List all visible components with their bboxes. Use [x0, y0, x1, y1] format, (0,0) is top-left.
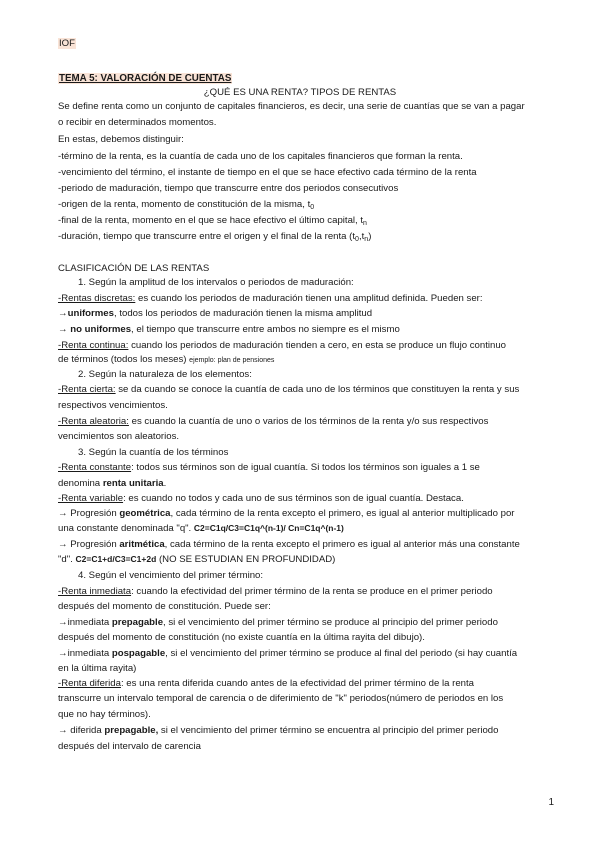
section-heading: CLASIFICACIÓN DE LAS RENTAS — [58, 263, 210, 274]
paragraph-line: después del momento de constitución. Puede ser: — [58, 601, 271, 612]
paragraph-line: →inmediata pospagable, si el vencimiento del primer término se produce al final del periodo (si hay cuantía — [58, 648, 518, 659]
paragraph-line: →uniformes, todos los periodos de maduración tienen la misma amplitud — [58, 308, 373, 319]
paragraph-line: -Renta cierta: se da cuando se conoce la cuantía de cada uno de los términos que constituyen la renta y sus — [58, 384, 520, 395]
paragraph-line: -Renta variable: es cuando no todos y cada uno de sus términos son de igual cuantía. Destaca. — [58, 493, 464, 504]
definition-line: -origen de la renta, momento de constitución de la misma, $t_0$ — [58, 199, 315, 211]
paragraph-line: respectivos vencimientos. — [58, 400, 168, 411]
paragraph-line: vencimientos son aleatorios. — [58, 431, 180, 442]
paragraph-line: o recibir en determinados momentos. — [58, 117, 217, 128]
formula-line: "d". C2=C1+d/C3=C1+2d (NO SE ESTUDIAN EN PROFUNDIDAD) — [58, 554, 336, 565]
definition-line: -duración, tiempo que transcurre entre el origen y el final de la renta $(t_0,t_n)$ — [58, 231, 372, 243]
page-number: 1 — [548, 797, 554, 808]
paragraph-line: en la última rayita) — [58, 663, 137, 674]
paragraph-line: de términos (todos los meses) ejemplo: plan de pensiones — [58, 354, 275, 365]
paragraph-line: después del intervalo de carencia — [58, 741, 201, 752]
definition-line: -vencimiento del término, el instante de tiempo en el que se hace efectivo cada término de la renta — [58, 167, 477, 178]
paragraph-line: → Progresión geométrica, cada término de la renta excepto el primero, es igual al anterior multiplicado por — [58, 508, 515, 519]
page-title: TEMA 5: VALORACIÓN DE CUENTAS — [59, 73, 232, 84]
numbered-heading: 3. Según la cuantía de los términos — [78, 447, 229, 458]
section-subtitle: ¿QUÉ ES UNA RENTA? TIPOS DE RENTAS — [203, 87, 397, 98]
paragraph-line: después del momento de constitución (no existe cuantía en la última rayita del dibujo). — [58, 632, 425, 643]
paragraph-line: → Progresión aritmética, cada término de la renta excepto el primero es igual al anterior más una constante — [58, 539, 520, 550]
paragraph-line: →inmediata prepagable, si el vencimiento del primer término se produce al principio del primer periodo — [58, 617, 498, 628]
paragraph-line: -Renta constante: todos sus términos son de igual cuantía. Si todos los términos son iguales a 1 se — [58, 462, 480, 473]
paragraph-line: -Renta aleatoria: es cuando la cuantía de uno o varios de los términos de la renta y/o sus respectivos — [58, 416, 489, 427]
definition-line: -término de la renta, es la cuantía de cada uno de los capitales financieros que forman la renta. — [58, 151, 463, 162]
paragraph-line: -Renta continua: cuando los periodos de maduración tienden a cero, en esta se produce un flujo continuo — [58, 340, 507, 351]
paragraph-line: transcurre un intervalo temporal de carencia o de diferimiento de "k" periodos(número de periodos en los — [58, 693, 504, 704]
definition-line: -final de la renta, momento en el que se hace efectivo el último capital, $t_n$ — [58, 215, 367, 227]
paragraph-line: que no hay términos). — [58, 709, 151, 720]
numbered-heading: 4. Según el vencimiento del primer término: — [78, 570, 264, 581]
paragraph-line: → diferida prepagable, si el vencimiento del primer término se encuentra al principio del primer periodo — [58, 725, 499, 736]
paragraph-line: → no uniformes, el tiempo que transcurre entre ambos no siempre es el mismo — [58, 324, 400, 335]
formula-line: una constante denominada "q". C2=C1q/C3=C1q^(n-1)/ Cn=C1q^(n-1) — [58, 523, 344, 534]
paragraph-line: denomina renta unitaria. — [58, 478, 167, 489]
numbered-heading: 1. Según la amplitud de los intervalos o periodos de maduración: — [78, 277, 354, 288]
header-label: IOF — [59, 38, 75, 49]
paragraph-line: Se define renta como un conjunto de capitales financieros, es decir, una serie de cuantías que se van a pagar — [58, 101, 525, 112]
definition-line: -periodo de maduración, tiempo que transcurre entre dos periodos consecutivos — [58, 183, 399, 194]
paragraph-line: -Rentas discretas: es cuando los periodos de maduración tienen una amplitud definida. Pueden ser: — [58, 293, 483, 304]
numbered-heading: 2. Según la naturaleza de los elementos: — [78, 369, 252, 380]
paragraph-line: -Renta diferida: es una renta diferida cuando antes de la efectividad del primer término de la renta — [58, 678, 474, 689]
paragraph-line: En estas, debemos distinguir: — [58, 134, 184, 145]
paragraph-line: -Renta inmediata: cuando la efectividad del primer término de la renta se produce en el primer periodo — [58, 586, 493, 597]
